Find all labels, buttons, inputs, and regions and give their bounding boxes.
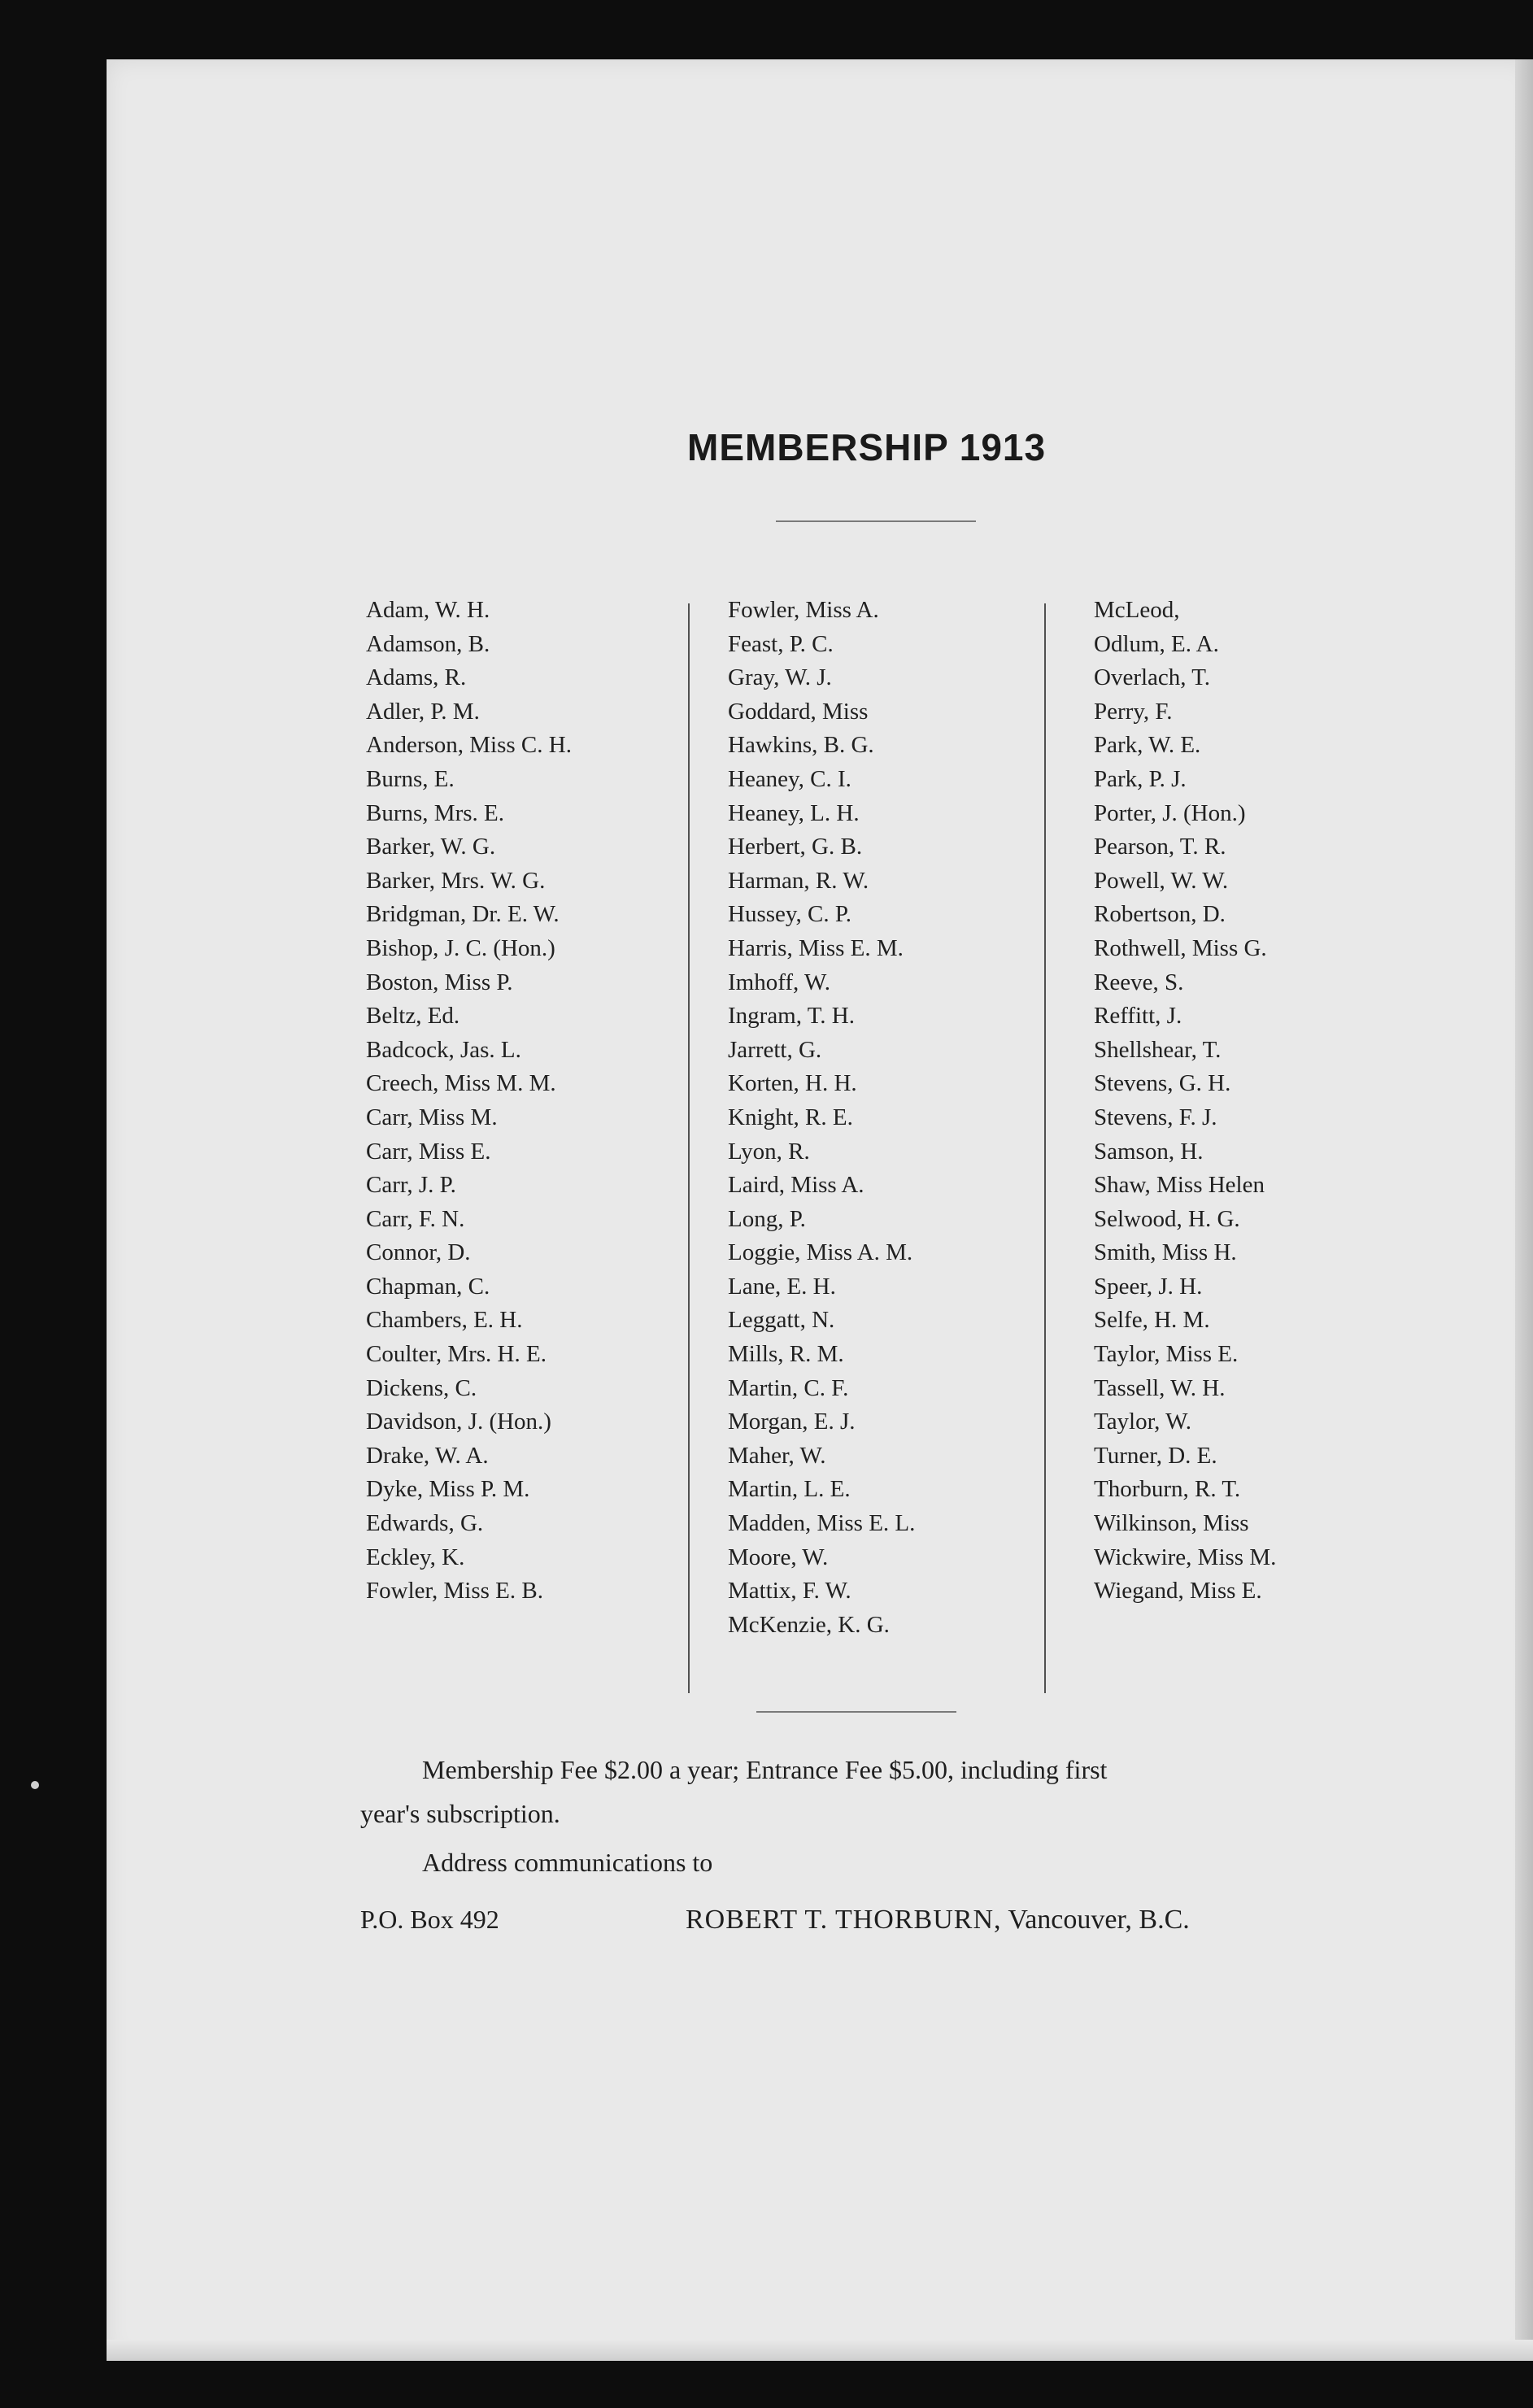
member-entry: McKenzie, K. G. (728, 1611, 890, 1638)
member-entry: Lyon, R. (728, 1138, 810, 1165)
secretary-name: ROBERT T. THORBURN, (686, 1905, 1002, 1935)
member-entry: Fowler, Miss A. (728, 597, 879, 623)
member-entry: Leggatt, N. (728, 1307, 835, 1334)
member-entry: Odlum, E. A. (1094, 630, 1219, 657)
member-entry: Shellshear, T. (1094, 1036, 1222, 1063)
member-entry: Badcock, Jas. L. (366, 1036, 521, 1063)
page-edge (1515, 59, 1533, 2361)
member-entry: Barker, W. G. (366, 834, 496, 860)
member-entry: Madden, Miss E. L. (728, 1510, 916, 1537)
member-entry: Adamson, B. (366, 630, 490, 657)
member-entry: Anderson, Miss C. H. (366, 732, 572, 759)
member-entry: Coulter, Mrs. H. E. (366, 1341, 547, 1368)
member-entry: Adler, P. M. (366, 698, 480, 725)
member-entry: Selwood, H. G. (1094, 1205, 1240, 1232)
address-instruction: Address communications to (422, 1848, 713, 1877)
member-entry: Martin, C. F. (728, 1374, 849, 1401)
member-entry: Fowler, Miss E. B. (366, 1578, 543, 1605)
member-entry: Dickens, C. (366, 1374, 477, 1401)
member-entry: Edwards, G. (366, 1510, 484, 1537)
member-entry: Herbert, G. B. (728, 834, 863, 860)
member-entry: Samson, H. (1094, 1138, 1204, 1165)
member-entry: Stevens, G. H. (1094, 1070, 1231, 1097)
member-entry: Perry, F. (1094, 698, 1173, 725)
member-entry: Long, P. (728, 1205, 806, 1232)
member-entry: Carr, Miss M. (366, 1104, 498, 1130)
member-entry: Harman, R. W. (728, 867, 869, 894)
member-entry: Davidson, J. (Hon.) (366, 1409, 551, 1435)
page-title: MEMBERSHIP 1913 (687, 426, 1047, 468)
member-entry: Speer, J. H. (1094, 1273, 1203, 1300)
title-divider (776, 520, 976, 522)
member-entry: McLeod, (1094, 597, 1180, 623)
member-entry: Burns, E. (366, 765, 455, 792)
member-entry: Mills, R. M. (728, 1341, 844, 1368)
member-entry: Morgan, E. J. (728, 1409, 856, 1435)
member-entry: Connor, D. (366, 1239, 471, 1266)
member-entry: Wickwire, Miss M. (1094, 1544, 1277, 1570)
member-entry: Boston, Miss P. (366, 969, 513, 995)
member-entry: Moore, W. (728, 1544, 829, 1570)
member-entry: Park, W. E. (1094, 732, 1201, 759)
membership-fee-text-continued: year's subscription. (360, 1799, 560, 1828)
member-entry: Park, P. J. (1094, 765, 1187, 792)
member-entry: Robertson, D. (1094, 901, 1226, 928)
member-column-1 (366, 594, 683, 1609)
po-box: P.O. Box 492 (360, 1905, 499, 1934)
member-entry: Shaw, Miss Helen (1094, 1172, 1265, 1199)
member-entry: Adams, R. (366, 664, 467, 691)
member-entry: Bridgman, Dr. E. W. (366, 901, 560, 928)
member-entry: Barker, Mrs. W. G. (366, 867, 546, 894)
member-entry: Heaney, C. I. (728, 765, 851, 792)
member-entry: Selfe, H. M. (1094, 1307, 1210, 1334)
member-entry: Wilkinson, Miss (1094, 1510, 1249, 1537)
member-entry: Hussey, C. P. (728, 901, 852, 928)
member-entry: Drake, W. A. (366, 1442, 489, 1469)
member-entry: Maher, W. (728, 1442, 826, 1469)
member-entry: Mattix, F. W. (728, 1578, 851, 1605)
list-end-divider (756, 1711, 956, 1713)
member-entry: Dyke, Miss P. M. (366, 1476, 530, 1503)
member-entry: Laird, Miss A. (728, 1172, 864, 1199)
member-entry: Ingram, T. H. (728, 1003, 855, 1030)
member-entry: Adam, W. H. (366, 597, 490, 623)
member-entry: Pearson, T. R. (1094, 834, 1226, 860)
member-entry: Thorburn, R. T. (1094, 1476, 1241, 1503)
member-entry: Tassell, W. H. (1094, 1374, 1226, 1401)
member-entry: Imhoff, W. (728, 969, 830, 995)
member-column-2 (728, 594, 1045, 1642)
member-column-3 (1094, 594, 1411, 1609)
member-entry: Gray, W. J. (728, 664, 832, 691)
member-entry: Knight, R. E. (728, 1104, 853, 1130)
secretary-address (686, 1905, 1190, 1936)
member-entry: Powell, W. W. (1094, 867, 1229, 894)
member-entry: Eckley, K. (366, 1544, 465, 1570)
member-entry: Lane, E. H. (728, 1273, 836, 1300)
member-entry: Chambers, E. H. (366, 1307, 523, 1334)
column-divider-1 (688, 603, 690, 1693)
member-entry: Carr, Miss E. (366, 1138, 491, 1165)
member-entry: Rothwell, Miss G. (1094, 934, 1267, 961)
member-entry: Burns, Mrs. E. (366, 799, 504, 826)
member-entry: Korten, H. H. (728, 1070, 857, 1097)
page-bottom-shadow (107, 2340, 1533, 2361)
member-entry: Creech, Miss M. M. (366, 1070, 556, 1097)
member-entry: Goddard, Miss (728, 698, 869, 725)
member-entry: Wiegand, Miss E. (1094, 1578, 1262, 1605)
member-entry: Martin, L. E. (728, 1476, 851, 1503)
member-entry: Porter, J. (Hon.) (1094, 799, 1246, 826)
member-entry: Reeve, S. (1094, 969, 1184, 995)
member-entry: Jarrett, G. (728, 1036, 822, 1063)
member-entry: Reffitt, J. (1094, 1003, 1182, 1030)
member-entry: Bishop, J. C. (Hon.) (366, 934, 555, 961)
member-entry: Carr, J. P. (366, 1172, 456, 1199)
member-entry: Stevens, F. J. (1094, 1104, 1217, 1130)
member-entry: Hawkins, B. G. (728, 732, 874, 759)
column-divider-2 (1044, 603, 1046, 1693)
member-entry: Feast, P. C. (728, 630, 834, 657)
scan-speck (31, 1781, 39, 1789)
member-entry: Loggie, Miss A. M. (728, 1239, 913, 1266)
member-entry: Carr, F. N. (366, 1205, 465, 1232)
secretary-city: Vancouver, B.C. (1008, 1905, 1190, 1935)
member-entry: Turner, D. E. (1094, 1442, 1217, 1469)
member-entry: Heaney, L. H. (728, 799, 860, 826)
member-entry: Chapman, C. (366, 1273, 490, 1300)
member-entry: Harris, Miss E. M. (728, 934, 904, 961)
member-entry: Overlach, T. (1094, 664, 1211, 691)
member-entry: Beltz, Ed. (366, 1003, 460, 1030)
member-entry: Taylor, W. (1094, 1409, 1192, 1435)
member-entry: Smith, Miss H. (1094, 1239, 1237, 1266)
membership-fee-text: Membership Fee $2.00 a year; Entrance Fee $5.00, including first (422, 1755, 1108, 1784)
member-entry: Taylor, Miss E. (1094, 1341, 1239, 1368)
